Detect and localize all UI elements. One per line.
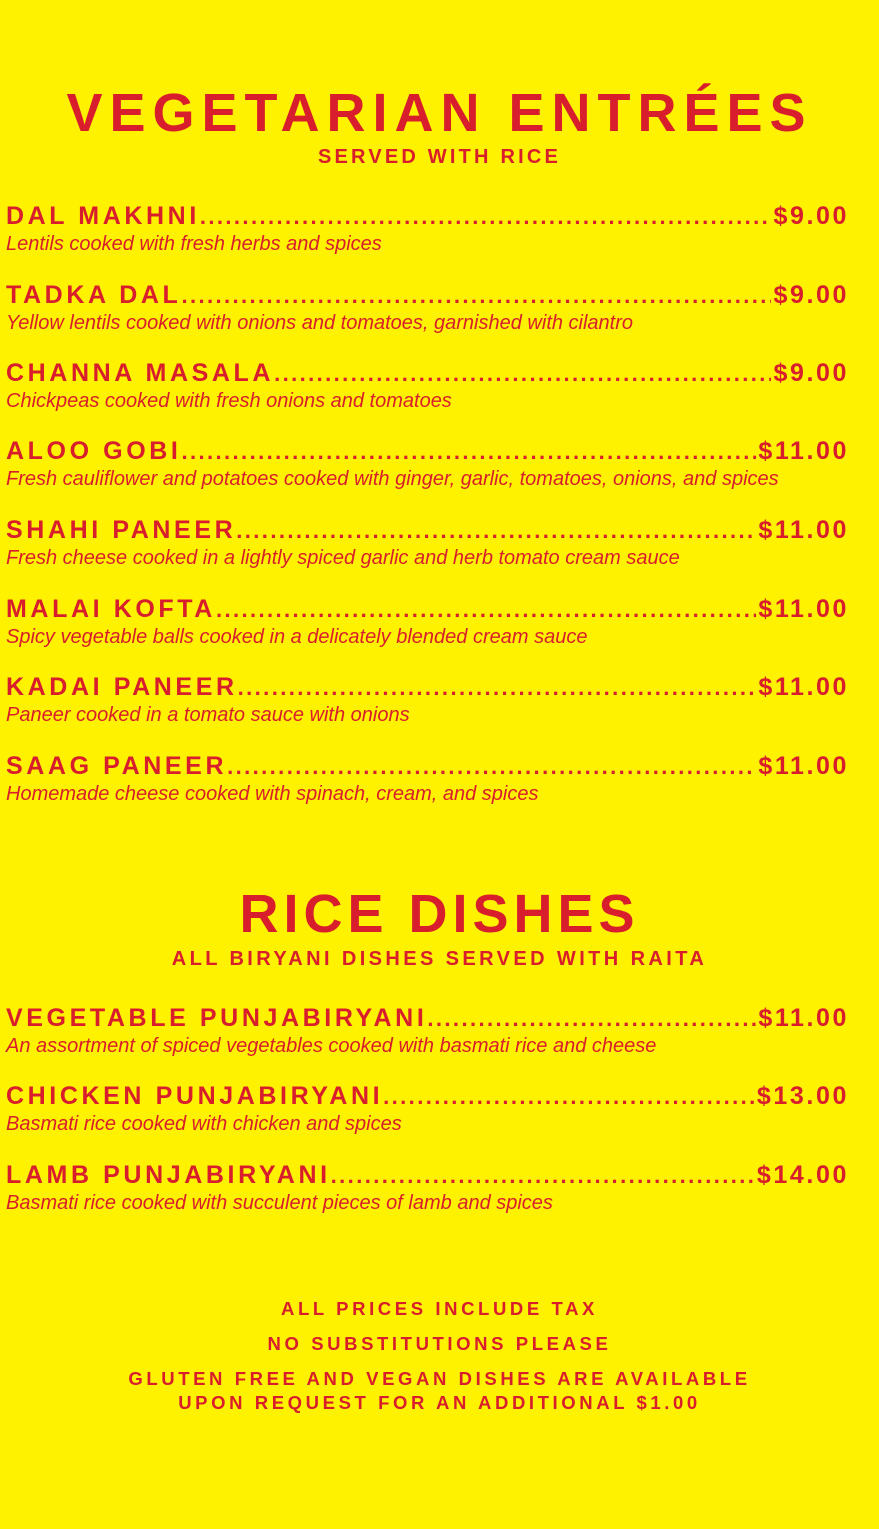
menu-item-name: CHICKEN PUNJABIRYANI xyxy=(6,1082,384,1110)
vegetarian-section-title: VEGETARIAN ENTRÉES xyxy=(66,83,813,143)
menu-item-description: Chickpeas cooked with fresh onions and tomatoes xyxy=(6,390,452,412)
dot-leader xyxy=(181,439,756,465)
menu-item-price: $13.00 xyxy=(756,1082,849,1110)
menu-item xyxy=(6,437,849,491)
menu-item xyxy=(6,202,849,256)
menu-item-name: LAMB PUNJABIRYANI xyxy=(6,1161,331,1189)
dot-leader xyxy=(331,1163,755,1189)
menu-item-description: Basmati rice cooked with chicken and spices xyxy=(6,1113,402,1135)
dot-leader xyxy=(427,1006,756,1032)
note-tax: ALL PRICES INCLUDE TAX xyxy=(281,1298,598,1319)
note-gluten-free-line1: GLUTEN FREE AND VEGAN DISHES ARE AVAILABLE xyxy=(128,1368,751,1389)
menu-item xyxy=(6,673,849,727)
menu-item-name: CHANNA MASALA xyxy=(6,359,275,387)
menu-item-name: TADKA DAL xyxy=(6,281,182,309)
menu-item-description: Basmati rice cooked with succulent pieces of lamb and spices xyxy=(6,1192,553,1214)
menu-item-name: KADAI PANEER xyxy=(6,673,238,701)
menu-item xyxy=(6,281,849,335)
menu-item-price: $11.00 xyxy=(758,673,849,701)
menu-item-price: $11.00 xyxy=(758,595,849,623)
menu-item xyxy=(6,1004,849,1058)
menu-item-name: SHAHI PANEER xyxy=(6,516,237,544)
menu-item-description: Fresh cauliflower and potatoes cooked with ginger, garlic, tomatoes, onions, and spices xyxy=(6,468,779,490)
dot-leader xyxy=(181,283,771,309)
note-gluten-free-line2: UPON REQUEST FOR AN ADDITIONAL $1.00 xyxy=(178,1392,701,1413)
dot-leader xyxy=(200,204,772,230)
dot-leader xyxy=(236,518,756,544)
rice-section-subtitle: ALL BIRYANI DISHES SERVED WITH RAITA xyxy=(171,948,708,970)
menu-item-description: Lentils cooked with fresh herbs and spices xyxy=(6,233,382,255)
menu-item-price: $9.00 xyxy=(773,359,849,387)
menu-item xyxy=(6,516,849,570)
menu-item-price: $11.00 xyxy=(758,516,849,544)
dot-leader xyxy=(383,1084,755,1110)
menu-item-name: SAAG PANEER xyxy=(6,752,228,780)
menu-item-price: $11.00 xyxy=(758,752,849,780)
menu-item-description: Paneer cooked in a tomato sauce with onions xyxy=(6,704,410,726)
menu-item-description: Homemade cheese cooked with spinach, cream, and spices xyxy=(6,783,539,805)
rice-section-title: RICE DISHES xyxy=(239,884,640,944)
menu-item-description: An assortment of spiced vegetables cooked with basmati rice and cheese xyxy=(6,1035,657,1057)
menu-item xyxy=(6,359,849,413)
note-substitutions: NO SUBSTITUTIONS PLEASE xyxy=(267,1333,612,1354)
menu-item-price: $14.00 xyxy=(756,1161,849,1189)
dot-leader xyxy=(227,754,756,780)
dot-leader xyxy=(216,597,756,623)
vegetarian-section-subtitle: SERVED WITH RICE xyxy=(317,146,562,168)
menu-item xyxy=(6,595,849,649)
dot-leader xyxy=(238,675,757,701)
menu-item xyxy=(6,752,849,806)
menu-item-description: Yellow lentils cooked with onions and tomatoes, garnished with cilantro xyxy=(6,312,634,334)
menu-item-price: $11.00 xyxy=(758,1004,849,1032)
menu-item xyxy=(6,1082,849,1136)
dot-leader xyxy=(274,361,771,387)
menu-item-price: $11.00 xyxy=(758,437,849,465)
menu-item-name: VEGETABLE PUNJABIRYANI xyxy=(6,1004,428,1032)
menu-item-price: $9.00 xyxy=(773,202,849,230)
menu-item-name: MALAI KOFTA xyxy=(6,595,216,623)
menu-item-price: $9.00 xyxy=(773,281,849,309)
menu-item-description: Fresh cheese cooked in a lightly spiced garlic and herb tomato cream sauce xyxy=(6,547,680,569)
menu-item xyxy=(6,1161,849,1215)
menu-item-name: ALOO GOBI xyxy=(6,437,182,465)
menu-item-description: Spicy vegetable balls cooked in a delicately blended cream sauce xyxy=(6,626,588,648)
menu-item-name: DAL MAKHNI xyxy=(6,202,200,230)
